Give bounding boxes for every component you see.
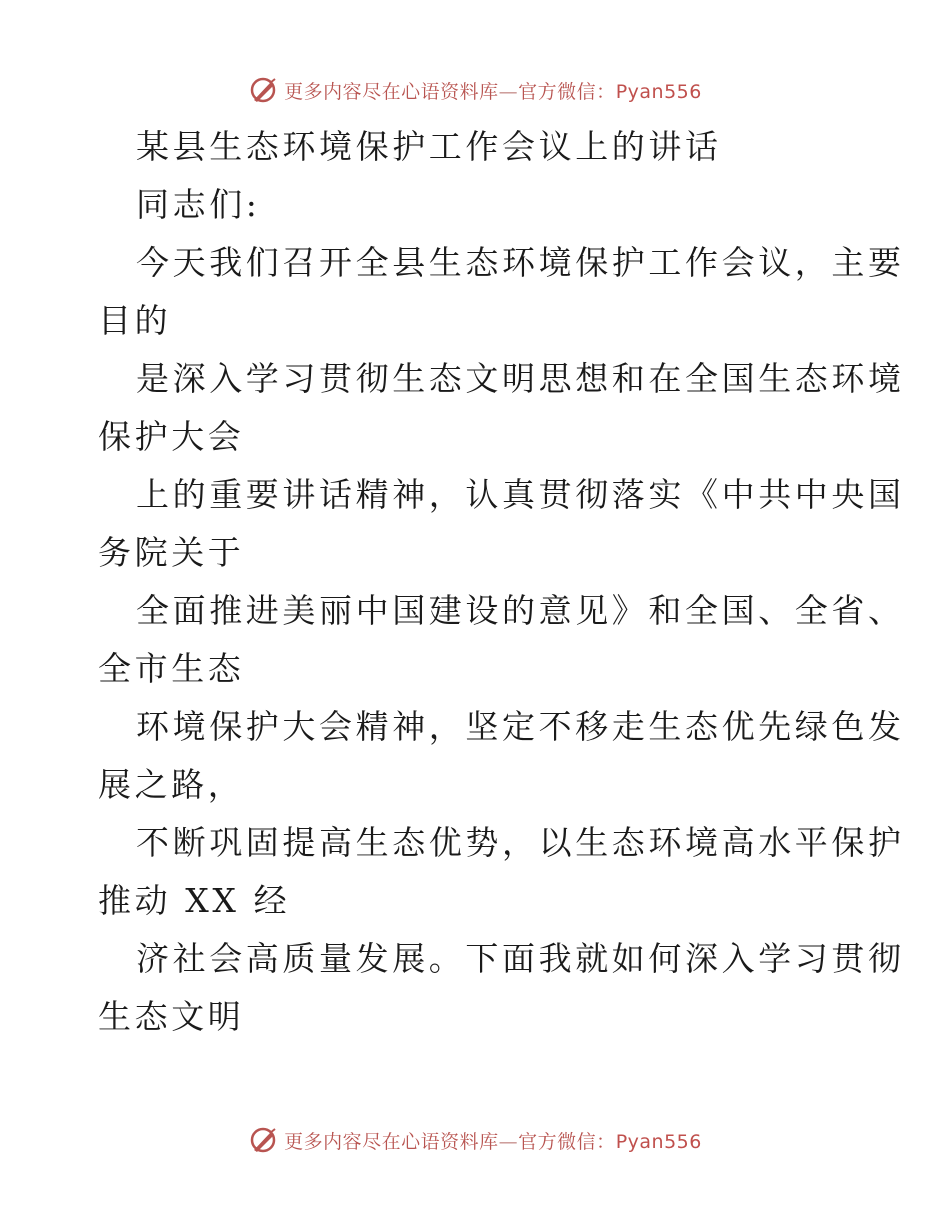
paragraph-line: 是深入学习贯彻生态文明思想和在全国生态环境	[136, 359, 905, 398]
document-body	[98, 118, 905, 1046]
banner-text: 更多内容尽在心语资料库—官方微信：Pyan556	[284, 1130, 702, 1153]
salutation: 同志们:	[136, 185, 261, 224]
paragraph-line-continuation: 目的	[98, 301, 172, 340]
document-title: 某县生态环境保护工作会议上的讲话	[136, 127, 722, 166]
paragraph-line: 不断巩固提高生态优势，以生态环境高水平保护	[136, 823, 905, 862]
paragraph-line: 全面推进美丽中国建设的意见》和全国、全省、	[136, 591, 905, 630]
footer-banner	[0, 1120, 950, 1160]
banner-text: 更多内容尽在心语资料库—官方微信：Pyan556	[284, 80, 702, 103]
quill-pen-logo-icon	[248, 75, 278, 105]
quill-pen-logo-icon	[248, 1125, 278, 1155]
paragraph-line: 环境保护大会精神，坚定不移走生态优先绿色发	[136, 707, 905, 746]
paragraph-line: 济社会高质量发展。下面我就如何深入学习贯彻	[136, 939, 905, 978]
paragraph-line: 今天我们召开全县生态环境保护工作会议，主要	[136, 243, 905, 282]
paragraph-line-continuation: 推动 XX 经	[98, 881, 291, 920]
paragraph-line-continuation: 全市生态	[98, 649, 245, 688]
paragraph-line-continuation: 生态文明	[98, 997, 245, 1036]
paragraph-line: 上的重要讲话精神，认真贯彻落实《中共中央国	[136, 475, 905, 514]
paragraph-line-continuation: 保护大会	[98, 417, 245, 456]
header-banner	[0, 70, 950, 110]
paragraph-line-continuation: 务院关于	[98, 533, 245, 572]
paragraph-line-continuation: 展之路，	[98, 765, 245, 804]
